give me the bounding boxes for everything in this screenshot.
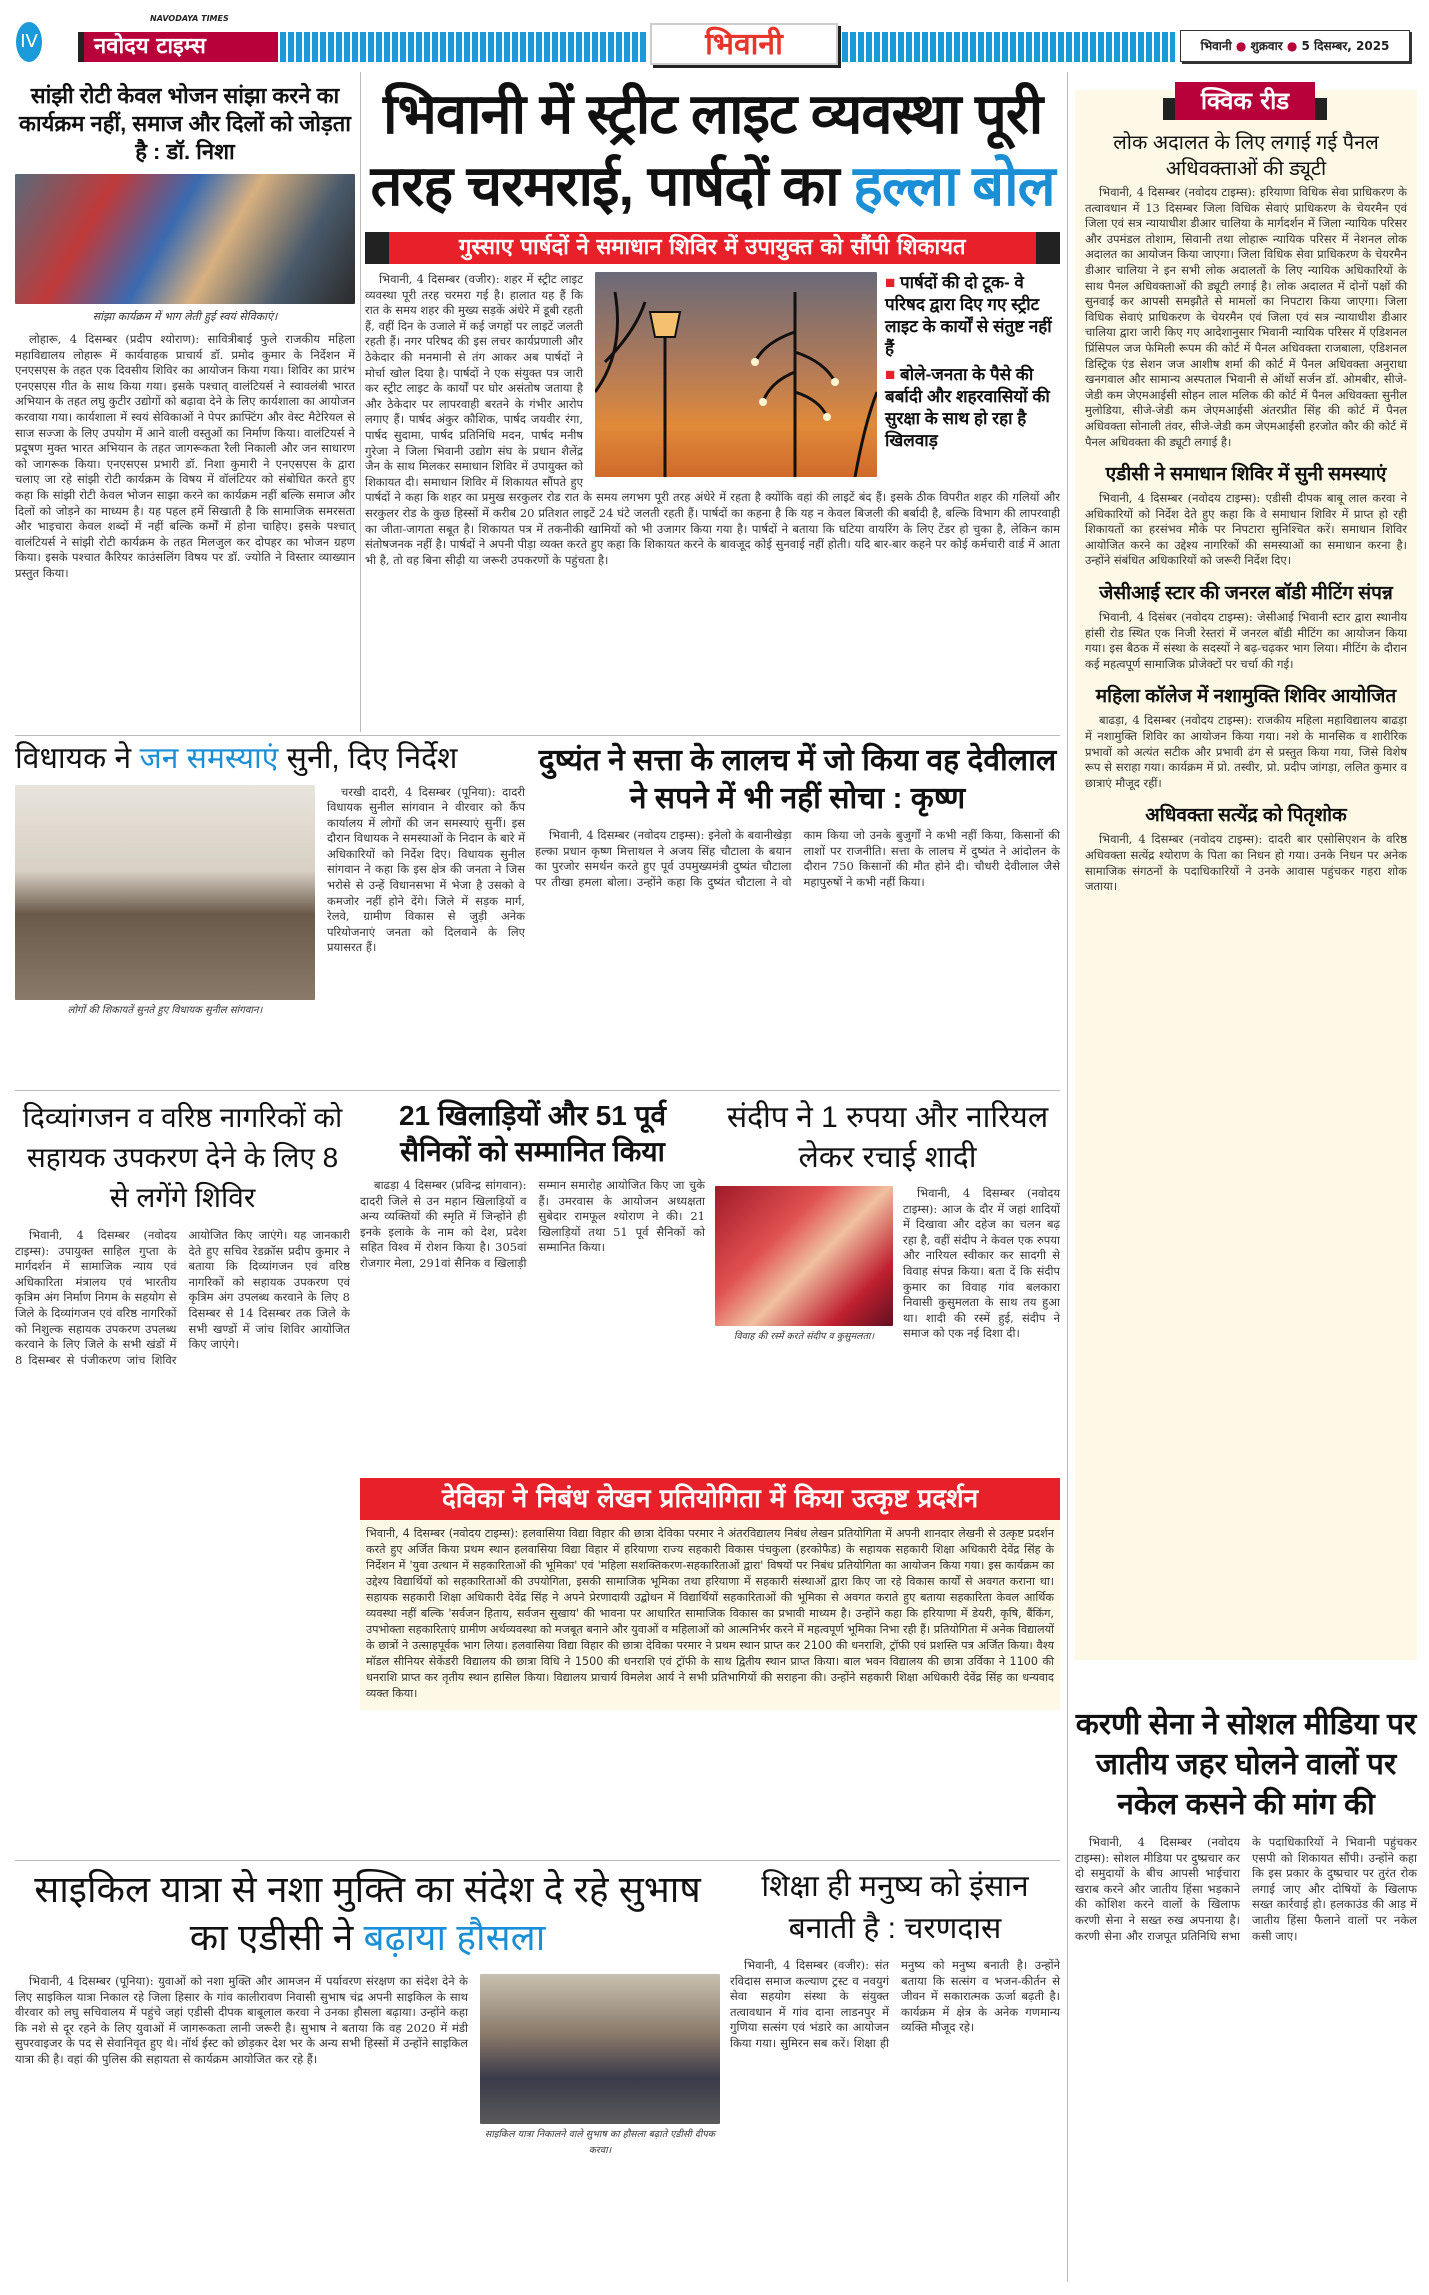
headline: शिक्षा ही मनुष्य को इंसान बनाती है : चरणदास <box>761 1870 1029 1945</box>
story-karni-sena <box>1075 1705 1417 1945</box>
pull-quote <box>885 272 1060 477</box>
quick-read-badge: क्विक रीड <box>1175 82 1315 120</box>
photo-volunteers <box>15 174 355 304</box>
date: 5 दिसम्बर, 2025 <box>1301 39 1390 53</box>
pull-quote-1: ■ पार्षदों की दो टूक- वे परिषद द्वारा दिए गए स्ट्रीट लाइट के कार्यों से संतुष्ट नहीं हैं <box>885 273 1052 358</box>
quick-read-body: भिवानी, 4 दिसम्बर (नवोदय टाइम्स): एडीसी दीपक बाबू लाल करवा ने अधिकारियों को निर्देश देते हुए कहा कि वे समाधान शिविर में प्राप्त हो रही शिकायतों का हरसंभव मौके पर निपटारा सुनिश्चित करें। समाधान शिविर आयोजित करने का उद्देश्य नागरिकों की समस्याओं का समाधान करना है। उन्होंने संबंधित अधिकारियों को जरूरी निर्देश दिए। <box>1085 491 1407 568</box>
headline: सांझी रोटी केवल भोजन सांझा करने का कार्यक्रम नहीं, समाज और दिलों को जोड़ता है : डॉ. निशा <box>19 83 351 164</box>
photo-block <box>715 1186 893 1345</box>
quick-read-item <box>1085 803 1407 894</box>
article-body: भिवानी, 4 दिसम्बर (नवोदय टाइम्स): उपायुक्त साहिल गुप्ता के मार्गदर्शन में सामाजिक न्याय एवं अधिकारिता मंत्रालय एवं भारतीय कृत्रिम अंग निर्माण निगम के सहयोग से जिले के दिव्यांगजन एवं वरिष्ठ नागरिकों को निशुल्क सहायक उपकरण उपलब्ध करवाने के लिए जिले के सभी खंडों में 8 दिसम्बर से पंजीकरण जांच शिविर आयोजित किए जाएंगे। यह जानकारी देते हुए सचिव रेडक्रॉस प्रदीप कुमार ने बताया कि दिव्यांगजन एवं वरिष्ठ नागरिकों को सहायक उपकरण एवं कृत्रिम अंग उपलब्ध करवाने के लिए 8 दिसम्बर से 14 दिसम्बर तक जिले के सभी खण्डों में जांच शिविर आयोजित किए जाएंगे। <box>15 1228 350 1367</box>
lead-visuals <box>595 272 1060 477</box>
story-sanjhi-roti <box>15 82 355 582</box>
date-day: शुक्रवार <box>1250 39 1283 53</box>
lead-story <box>365 78 1060 569</box>
photo-street-lights <box>595 272 877 477</box>
article-body: भिवानी, 4 दिसम्बर (नवोदय टाइम्स): इनेलो के बवानीखेड़ा हल्का प्रधान कृष्ण मित्ताथल ने अजय सिंह चौटाला के बयान का पुरजोर समर्थन करते हुए पूर्व उपमुख्यमंत्री दुष्यंत चौटाला पर तीखा हमला बोला। उन्होंने कहा कि दुष्यंत चौटाला ने वो काम किया जो उनके बुजुर्गों ने कभी नहीं किया, किसानों की लाशों पर राजनीति। सत्ता के लालच में दुष्यंत ने आंदोलन के दौरान 750 किसानों की मौत होने दी। चौधरी देवीलाल जैसे महापुरुषों ने कभी नहीं किया। <box>535 828 1060 889</box>
lead-headline-line-1: भिवानी में स्ट्रीट लाइट व्यवस्था पूरी <box>383 82 1043 145</box>
photo-cycle-rally <box>480 1974 720 2124</box>
street-light-illustration <box>595 272 877 477</box>
quick-read-item <box>1085 462 1407 569</box>
story-devika <box>360 1478 1060 1710</box>
article-body: भिवानी, 4 दिसम्बर (नवोदय टाइम्स): सोशल मीडिया पर दुष्प्रचार कर दो समुदायों के बीच आपसी भाईचारा खराब करने और जातीय हिंसा भड़काने की कोशिश करने वालों के खिलाफ करणी सेना ने सख्त रुख अपनाया है। करणी सेना और राजपूत प्रतिनिधि सभा के पदाधिकारियों ने भिवानी पहुंचकर एसपी को शिकायत सौंपी। उन्होंने कहा कि इस प्रकार के दुष्प्रचार पर तुरंत रोक लगाई जाए और दोषियों के खिलाफ सख्त कार्रवाई हो। हलकाउंड की आड़ में जातीय हिंसा फैलाने वालों पर नकेल कसी जाए। <box>1075 1835 1417 1943</box>
brand-logo: नवोदय टाइम्स <box>78 32 278 62</box>
quick-read-headline: जेसीआई स्टार की जनरल बॉडी मीटिंग संपन्न <box>1099 583 1393 605</box>
section-badge: भिवानी <box>650 23 838 65</box>
story-dushyant <box>535 742 1060 891</box>
story-players <box>360 1098 705 1272</box>
date-city: भिवानी <box>1200 39 1232 53</box>
quick-read-item <box>1085 684 1407 791</box>
article-body: लोहारू, 4 दिसम्बर (प्रदीप श्योराण): सावित्रीबाई फुले राजकीय महिला महाविद्यालय लोहारू में कार्यवाहक प्राचार्य डॉ. प्रमोद कुमार के निर्देशन में एनएसएस के तहत एक दिवसीय शिविर का आयोजन किया गया। शिविर का प्रारंभ एनएसएस गीत के साथ किया गया। इसके पश्चात् वालंटियर्स ने स्वावलंबी भारत अभियान के तहत लघु कुटीर उद्योगों को बढ़ावा देने के लिए कार्यशाला का आयोजन करवाया गया। कार्यशाला में स्वयं सेविकाओं ने पेपर क्राफ्टिंग और वेस्ट मैटेरियल से साज सज्जा के लिए उपयोग में आने वाली वस्तुओं का निर्माण किया। वालंटियर्स ने प्रदूषण मुक्त भारत अभियान के तहत जागरूकता रैली निकाली और जन साधारण को जागरूक किया। एनएसएस प्रभारी डॉ. निशा कुमारी ने एनएसएस के द्वारा चलाए जा रहे सांझी रोटी कार्यक्रम के विषय में वॉलंटियर को संबोधित करते हुए कहा कि सांझी रोटी केवल भोजन साझा करने का कार्यक्रम नहीं बल्कि समाज और दिलों को जोड़ने का माध्यम है। यह पहल हमें सिखाती है कि सामाजिक समरसता और भाइचारा केवल शब्दों में नहीं बल्कि कर्मों में होना चाहिए। इसके पश्चात् वालंटियर्स ने सांझी रोटी कार्यक्रम के तहत मिलजुल कर दोपहर का भोजन ग्रहण किया। इसके पश्चात कैरियर काउंसलिंग विषय पर डॉ. ज्योति ने विस्तार व्याख्यान प्रस्तुत किया। <box>15 332 355 580</box>
headline: देविका ने निबंध लेखन प्रतियोगिता में किया उत्कृष्ट प्रदर्शन <box>360 1478 1060 1520</box>
headline: साइकिल यात्रा से नशा मुक्ति का संदेश दे रहे सुभाष का एडीसी ने बढ़ाया हौसला <box>34 1869 701 1958</box>
photo-caption: सांझा कार्यक्रम में भाग लेती हुई स्वयं सेविकाएं। <box>92 310 278 323</box>
stripe-right <box>842 32 1175 62</box>
article-body: बाढड़ा 4 दिसम्बर (प्रविन्द्र सांगवान): दादरी जिले से उन महान खिलाड़ियों व अन्य व्यक्तियों की स्मृति में जिन्होंने ही इनके इलाके के नाम को देश, प्रदेश सहित विश्व में रोशन किया है। 305वां रोजगार मेला, 291वां सैनिक व खिलाड़ी सम्मान समारोह आयोजित किए जा चुके हैं। उमरवास के आयोजन अध्यक्षता सुबेदार रामफूल श्योराण ने की। 21 खिलाड़ियों तथा 51 पूर्व सैनिकों को सम्मानित किया। <box>360 1178 705 1270</box>
quick-read-body: भिवानी, 4 दिसम्बर (नवोदय टाइम्स): हरियाणा विधिक सेवा प्राधिकरण के तत्वावधान में 13 दिसम्बर जिला विधिक सेवाएं प्राधिकरण के चेयरमैन एवं जिला एवं सत्र न्यायाधीश डीआर चालिया के मार्गदर्शन में जिला न्यायिक परिसर और उपमंडल तोशाम, सिवानी तथा लोहारू न्यायिक परिसर में नेशनल लोक अदालत का आयोजन किया जाएगा। जिला विधिक सेवा प्राधिकरण के चेयरमैन डीआर चालिया ने इन सभी लोक अदालतों के लिए न्यायिक अधिकारियों के साथ पैनल अधिवक्ताओं की ड्यूटी लगाई है। लोक अदालत में दोनों पक्षों की सुनवाई कर आपसी समझौते से मामलों का निपटारा किया जाएगा। जिला विधिक सेवाएं प्राधिकरण के चेयरमैन एवं जिला एवं सत्र न्यायाधीश डीआर चालिया द्वारा जारी किए गए आदेशानुसार भिवानी न्यायिक परिसर में एडिशनल प्रिंसिपल जज फेमिली रूपम की कोर्ट में पैनल अधिवक्ता राजबाला, एडिशनल डिस्ट्रिक एंड सेशन जज आशीष शर्मा की कोर्ट में पैनल अधिवक्ता अनुराधा खनगवाल और सामान्य अस्पताल भिवानी से ऑर्थो सर्जन डॉ. ओमबीर, सीजे-जेडी कम जेएमआईसी सोहन लाल मलिक की कोर्ट में पैनल अधिवक्ता सुनील मुलोडिया, सीजे-जेडी कम जेएमआईसी अंतरप्रीत सिंह की कोर्ट में पैनल अधिवक्ता सोनाली तंवर, सीजे-जेडी कम जेएमआईसी हरजोत कौर की कोर्ट में पैनल अधिवक्ता की ड्यूटी लगाई है। <box>1085 185 1407 449</box>
quick-read-item <box>1085 130 1407 450</box>
photo-wedding <box>715 1186 893 1326</box>
photo-mla-office <box>15 785 315 1000</box>
quick-read-body: भिवानी, 4 दिसंबर (नवोदय टाइम्स): जेसीआई भिवानी स्टार द्वारा स्थानीय हांसी रोड स्थित एक निजी रेस्तरां में जनरल बॉडी मीटिंग का आयोजन किया गया। इस बैठक में संस्था के सदस्यों ने बढ़-चढ़कर भाग लिया। मीटिंग के दौरान कई महत्वपूर्ण सामाजिक प्रोजेक्टों पर चर्चा की गई। <box>1085 610 1407 671</box>
headline: 21 खिलाड़ियों और 51 पूर्व सैनिकों को सम्मानित किया <box>398 1100 667 1167</box>
photo-caption: विवाह की रस्में करते संदीप व कुसुमलता। <box>733 1331 875 1342</box>
dateline-box: भिवानी ● शुक्रवार ● 5 दिसम्बर, 2025 <box>1180 30 1410 62</box>
brand-english: NAVODAYA TIMES <box>150 14 229 23</box>
article-body: साइकिल यात्रा निकालने वाले सुभाष का हौसला बढ़ाते एडीसी दीपक करवा। भिवानी, 4 दिसम्बर (पूनिया): युवाओं को नशा मुक्ति और आमजन में पर्यावरण संरक्षण का संदेश देने के लिए साइकिल यात्रा निकाल रहे जिला हिसार के गांव कालीरावण निवासी सुभाष चंद्र अपनी साइकिल के साथ वीरवार को लघु सचिवालय में पहुंचे जहां एडीसी दीपक बाबूलाल करवा ने उनका हौसला बढ़ाया। उन्होंने कहा कि नशे से दूर रहने के लिए युवाओं में जागरूकता लानी जरूरी है। सुभाष ने बताया कि वह 2020 में मंडी सुपरवाइजर के पद से सेवानिवृत हुए थे। नॉर्थ ईस्ट को छोड़कर देश भर के अन्य सभी हिस्सों में उन्होंने साइकिल यात्रा की है। वहां की पुलिस की सहायता से कार्यक्रम आयोजित कर रहे हैं। <box>15 1974 720 2068</box>
quick-read-body: भिवानी, 4 दिसम्बर (नवोदय टाइम्स): दादरी बार एसोसिएशन के वरिष्ठ अधिवक्ता सत्येंद्र श्योराण के पिता का निधन हो गया। उनके निधन पर अनेक सामाजिक संगठनों के पदाधिकारियों ने उनके आवास पहुंचकर गहरा शोक जताया। <box>1085 832 1407 894</box>
quick-read-headline: अधिवक्ता सत्येंद्र को पितृशोक <box>1145 805 1347 827</box>
stripe-left <box>280 32 648 62</box>
quick-read-list <box>1085 130 1407 895</box>
lead-headline <box>365 78 1060 222</box>
headline: दुष्यंत ने सत्ता के लालच में जो किया वह देवीलाल ने सपने में भी नहीं सोचा : कृष्ण <box>538 744 1057 815</box>
headline: दिव्यांगजन व वरिष्ठ नागरिकों को सहायक उपकरण देने के लिए 8 से लगेंगे शिविर <box>22 1102 343 1213</box>
headline: विधायक ने जन समस्याएं सुनी, दिए निर्देश <box>15 742 458 775</box>
story-divyang <box>15 1098 350 1368</box>
lead-body: ■ पार्षदों की दो टूक- वे परिषद द्वारा दिए गए स्ट्रीट लाइट के कार्यों से संतुष्ट नहीं हैं ■ बोले-जनता के पैसे की बर्बादी और शहरवासियों की सुरक्षा के साथ हो रहा है खिलवाड़ भिवानी, 4 दिसम्बर (वजीर): शहर में स्ट्रीट लाइट व्यवस्था पूरी तरह चरमरा गई है। हालात यह हैं कि रात के समय शहर की मुख्य सड़कें अंधेरे में डूबी रहती हैं, वहीं दिन के उजाले में कई जगहों पर लाइटें जलती रहती हैं। नगर परिषद की इस लचर कार्यप्रणाली और ठेकेदार की मनमानी से तंग आकर अब पार्षदों ने मोर्चा खोल दिया है। पार्षदों ने एक संयुक्त पत्र जारी कर स्ट्रीट लाइट के कार्यों पर घोर असंतोष जताया है और ठेकेदार पर लापरवाही बरतने के गंभीर आरोप लगाए हैं। पार्षद अंकुर कौशिक, पार्षद जयवीर रंगा, पार्षद सुदामा, पार्षद प्रतिनिधि मदन, पार्षद मनीष गुरेजा ने जिला भिवानी उद्योग संघ के प्रधान शैलेंद्र जैन के साथ मिलकर समाधान शिविर में उपायुक्त को शिकायत दी। समाधान शिविर में शिकायत सौंपते हुए पार्षदों ने कहा कि शहर का प्रमुख सरकुलर रोड रात के समय लगभग पूरी तरह अंधेरे में रहता है क्योंकि वहां की लाइटें बंद हैं। इसके ठीक विपरीत शहर की गलियों और सरकुलर रोड के कुछ हिस्सों में करीब 20 प्रतिशत लाइटें 24 घंटे जलती रहती हैं। पार्षदों का कहना है कि यह न केवल बिजली की बर्बादी है, बल्कि विभाग की लापरवाही का जीता-जागता सबूत है। शिकायत पत्र में तकनीकी खामियों को भी उजागर किया गया है। पार्षदों ने बताया कि घटिया वायरिंग के लिए टेंडर हो चुका है, लेकिन काम संतोषजनक नहीं है। पार्षदों ने अपनी पीड़ा व्यक्त करते हुए कहा कि शिकायत करने के बावजूद कोई सुनवाई नहीं होती। यदि बार-बार कहने पर कोई कर्मचारी वार्ड में आता भी है, तो वह बिना सीढ़ी या जरूरी उपकरणों के पहुंचता है। <box>365 272 1060 567</box>
headline: संदीप ने 1 रुपया और नारियल लेकर रचाई शादी <box>726 1101 1049 1174</box>
story-sandeep <box>715 1098 1060 1351</box>
quick-read-item <box>1085 581 1407 672</box>
article-body: विवाह की रस्में करते संदीप व कुसुमलता। भिवानी, 4 दिसम्बर (नवोदय टाइम्स): आज के दौर में जहां शादियों में दिखावा और दहेज का चलन बढ़ रहा है, वहीं संदीप ने केवल एक रुपया और नारियल स्वीकार कर सादगी से विवाह संपन्न किया। बता दें कि संदीप कुमार का विवाह गांव बलकारा निवासी कुसुमलता के साथ तय हुआ था। शादी की रस्में हुई, संदीप ने समाज को एक नई दिशा दी। <box>715 1186 1060 1342</box>
masthead <box>0 14 1429 70</box>
pull-quote-2: ■ बोले-जनता के पैसे की बर्बादी और शहरवासियों की सुरक्षा के साथ हो रहा है खिलवाड़ <box>885 365 1050 450</box>
quick-read-body: बाढड़ा, 4 दिसम्बर (नवोदय टाइम्स): राजकीय महिला महाविद्यालय बाढड़ा में नशामुक्ति शिविर का आयोजन किया गया। नशे के मानसिक व शारीरिक प्रभावों को अत्यंत सटीक और प्रभावी ढंग से प्रस्तुत किया गया, जिसे विशेष रूप से सराहा गया। कार्यक्रम में प्रो. तस्वीर, प्रो. प्रदीप जांगड़ा, ललित कुमार व छात्राएं मौजूद रहीं। <box>1085 713 1407 790</box>
quick-read-headline: एडीसी ने समाधान शिविर में सुनी समस्याएं <box>1105 464 1387 486</box>
page-number: IV <box>16 22 42 62</box>
article-body: लोगों की शिकायतें सुनते हुए विधायक सुनील सांगवान। चरखी दादरी, 4 दिसम्बर (पूनिया): दादरी विधायक सुनील सांगवान ने वीरवार को कैंप कार्यालय में लोगों की जन समस्याएं सुनीं। इस दौरान विधायक ने समस्याओं के निदान के बारे में अधिकारियों को निर्देश दिए। विधायक सुनील सांगवान ने कहा कि इस क्षेत्र की जनता ने जिस भरोसे से उन्हें विधानसभा में भेजा है उसको वे कमजोर नहीं होने देंगे। जिले में सड़क मार्ग, रेलवे, ग्रामीण विकास से जुड़ी अनेक परियोजनाएं जनता को दिलवाने के लिए प्रयासरत हैं। <box>15 785 525 957</box>
quick-read-sidebar <box>1075 87 1417 1660</box>
article-body: भिवानी, 4 दिसम्बर (वजीर): संत रविदास समाज कल्याण ट्रस्ट व नवयुगं सेवा सहयोग संस्था के संयुक्त तत्वावधान में गांव दाना लाडनपुर में गुणिया सत्संग एवं भंडारे का आयोजन किया गया। सुमिरन सब करें। शिक्षा ही मनुष्य को मनुष्य बनाती है। उन्होंने बताया कि सत्संग व भजन-कीर्तन से जीवन में सकारात्मक ऊर्जा बढ़ती है। कार्यक्रम में क्षेत्र के अनेक गणमान्य व्यक्ति मौजूद रहे। <box>730 1958 1060 2050</box>
headline: करणी सेना ने सोशल मीडिया पर जातीय जहर घोलने वालों पर नकेल कसने की मांग की <box>1075 1708 1417 1821</box>
story-cycle <box>15 1866 720 2164</box>
lead-banner: गुस्साए पार्षदों ने समाधान शिविर में उपायुक्त को सौंपी शिकायत <box>365 232 1060 264</box>
photo-caption: लोगों की शिकायतें सुनते हुए विधायक सुनील सांगवान। <box>67 1004 263 1016</box>
photo-caption: साइकिल यात्रा निकालने वाले सुभाष का हौसला बढ़ाते एडीसी दीपक करवा। <box>484 2129 716 2156</box>
lead-headline-line-2: तरह चरमराई, पार्षदों का हल्ला बोल <box>370 154 1055 217</box>
story-mla <box>15 742 525 1024</box>
photo-block <box>15 785 315 1019</box>
quick-read-headline: लोक अदालत के लिए लगाई गई पैनल अधिवक्ताओं की ड्यूटी <box>1113 132 1379 180</box>
story-shiksha <box>730 1866 1060 2052</box>
quick-read-headline: महिला कॉलेज में नशामुक्ति शिविर आयोजित <box>1095 686 1397 708</box>
article-body: भिवानी, 4 दिसम्बर (नवोदय टाइम्स): हलवासिया विद्या विहार की छात्रा देविका परमार ने अंतरविद्यालय निबंध लेखन प्रतियोगिता में अपनी शानदार लेखनी से उत्कृष्ट प्रदर्शन करते हुए अर्जित किया प्रथम स्थान हलवासिया विद्या विहार में हरियाणा राज्य सहकारी विकास पंचकुला (हरकोफैड) के सहायक सहकारी शिक्षा अधिकारी देवेंद्र सिंह के निर्देशन में 'युवा उत्थान में सहकारिताओं की भूमिका' एवं 'महिला सशक्तिकरण-सहकारिताओं द्वारा' विषयों पर निबंध प्रतियोगिता का आयोजन किया गया। इस कार्यक्रम का उद्देश्य विद्यार्थियों को सहकारिताओं की उपयोगिता, इसकी सामाजिक भूमिका तथा हरियाणा में सहकारी संस्थाओं द्वारा किए जा रहे विकास कार्यों से अवगत कराना था। सहायक सहकारी शिक्षा अधिकारी देवेंद्र सिंह ने अपने प्रेरणादायी उद्बोधन में विद्यार्थियों सहकारिताओं की भूमिका से अवगत कराते हुए बताया सहकारिता केवल आर्थिक व्यवस्था नहीं बल्कि 'सर्वजन हिताय, सर्वजन सुखाय' की भावना पर आधारित सामाजिक विकास का प्रभावी माध्यम है। उन्होंने कहा कि हरियाणा में डेयरी, कृषि, बैंकिंग, उपभोक्ता सहकारिताएं ग्रामीण अर्थव्यवस्था को मजबूत बनाने और युवाओं व महिलाओं को आत्मनिर्भर करने में महत्वपूर्ण भूमिका निभा रही हैं। प्रतियोगिता में अनेक विद्यालयों के छात्रों ने उत्साहपूर्वक भाग लिया। हलवासिया विद्या विहार की छात्रा देविका परमार ने प्रथम स्थान प्राप्त कर 2100 की धनराशि, ट्रॉफी एवं प्रशस्ति पत्र अर्जित किया। वैश्य मॉडल सीनियर सेकेंडरी विद्यालय की छात्रा विधि ने 1500 की धनराशि एवं ट्रॉफी के साथ द्वितीय स्थान प्राप्त किया। बाल भवन विद्यालय की छात्रा उर्विका ने 1100 की धनराशि प्राप्त कर तृतीय स्थान हासिल किया। विद्यालय प्राचार्य विमलेश आर्य ने सभी प्रतिभागियों की सराहना की। उन्होंने सहकारी शिक्षा अधिकारी देवेंद्र सिंह का धन्यवाद व्यक्त किया। <box>366 1527 1054 1700</box>
photo-block <box>480 1974 720 2158</box>
